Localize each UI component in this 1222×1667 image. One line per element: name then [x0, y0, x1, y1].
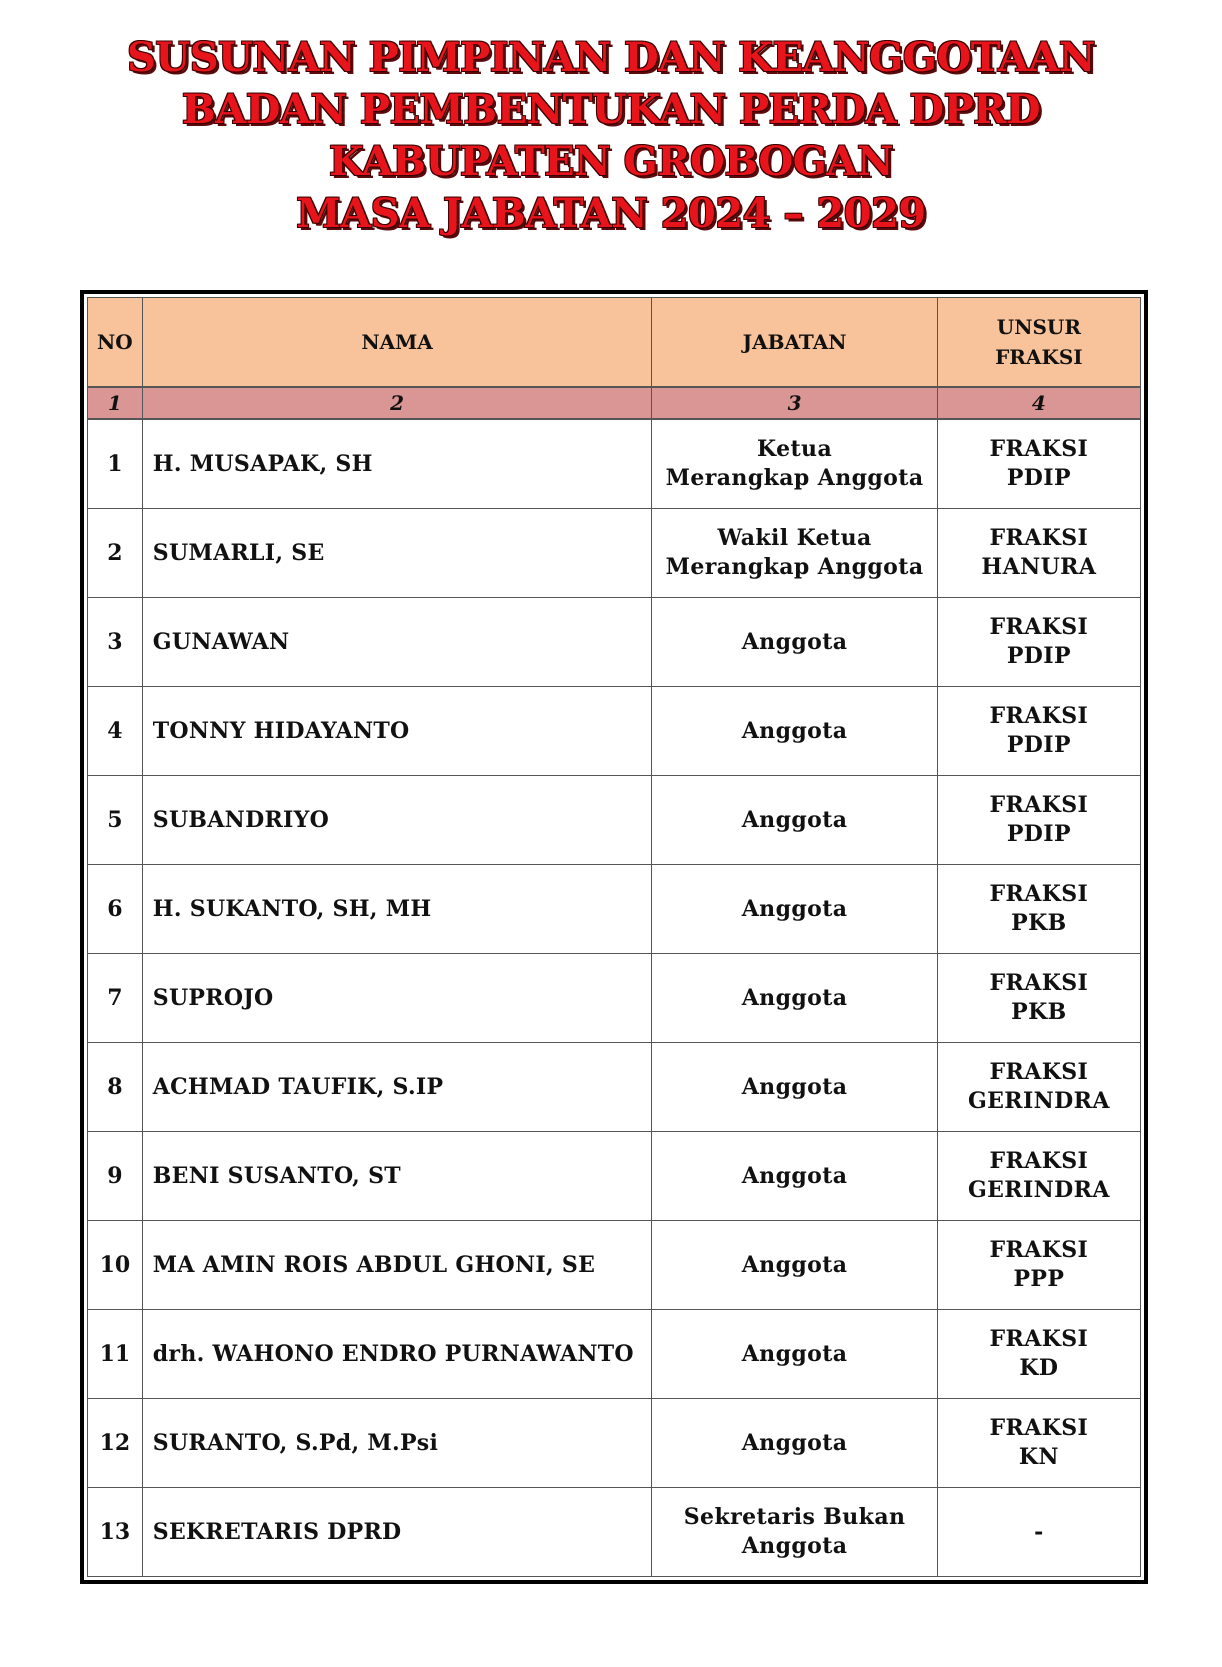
row-number: 8 [88, 1043, 143, 1132]
row-number: 10 [88, 1221, 143, 1310]
faction-line-2: HANURA [981, 554, 1097, 580]
member-faction [937, 687, 1140, 776]
member-name: TONNY HIDAYANTO [142, 687, 652, 776]
table-row [88, 687, 1141, 776]
member-position [652, 1221, 937, 1310]
member-name: SUPROJO [142, 954, 652, 1043]
table-row [88, 954, 1141, 1043]
title-line-3: KABUPATEN GROBOGAN [328, 138, 894, 185]
faction-line-1: FRAKSI [989, 1237, 1089, 1263]
faction-line-1: FRAKSI [989, 881, 1089, 907]
member-faction [937, 1221, 1140, 1310]
member-position [652, 419, 937, 509]
member-name: SEKRETARIS DPRD [142, 1488, 652, 1577]
faction-line-2: KN [1018, 1444, 1059, 1470]
member-position [652, 1488, 937, 1577]
position-line-1: Anggota [741, 717, 848, 744]
member-faction [937, 1488, 1140, 1577]
row-number: 4 [88, 687, 143, 776]
faction-line-1: FRAKSI [989, 970, 1089, 996]
column-number: 3 [652, 387, 937, 419]
faction-line-1: FRAKSI [989, 1148, 1089, 1174]
member-name: SUMARLI, SE [142, 509, 652, 598]
table-row [88, 776, 1141, 865]
title-line-1: SUSUNAN PIMPINAN DAN KEANGGOTAAN [126, 34, 1095, 81]
position-line-1: Anggota [741, 628, 848, 655]
header-fraksi-line-2: FRAKSI [995, 345, 1083, 369]
member-name: ACHMAD TAUFIK, S.IP [142, 1043, 652, 1132]
faction-line-1: FRAKSI [989, 525, 1089, 551]
title-line-2: BADAN PEMBENTUKAN PERDA DPRD [181, 86, 1041, 133]
row-number: 9 [88, 1132, 143, 1221]
member-name: BENI SUSANTO, ST [142, 1132, 652, 1221]
faction-line-1: FRAKSI [989, 436, 1089, 462]
table-header-row [88, 298, 1141, 388]
position-line-2: Merangkap Anggota [665, 554, 924, 580]
member-position [652, 509, 937, 598]
faction-line-1: FRAKSI [989, 614, 1089, 640]
member-name: H. MUSAPAK, SH [142, 419, 652, 509]
faction-line-1: FRAKSI [989, 703, 1089, 729]
row-number: 12 [88, 1399, 143, 1488]
position-line-1: Anggota [741, 1073, 848, 1100]
member-position [652, 1399, 937, 1488]
table-row [88, 1043, 1141, 1132]
row-number: 13 [88, 1488, 143, 1577]
faction-line-2: PDIP [1006, 732, 1071, 758]
header-no: NO [88, 298, 143, 388]
header-fraksi-line-1: UNSUR [996, 315, 1081, 339]
member-name: drh. WAHONO ENDRO PURNAWANTO [142, 1310, 652, 1399]
faction-line-2: PKB [1011, 999, 1067, 1025]
faction-line-1: - [1034, 1518, 1044, 1545]
member-position [652, 1132, 937, 1221]
member-name: SUBANDRIYO [142, 776, 652, 865]
member-position [652, 865, 937, 954]
table-row [88, 1310, 1141, 1399]
row-number: 7 [88, 954, 143, 1043]
member-faction [937, 419, 1140, 509]
position-line-1: Anggota [741, 1162, 848, 1189]
row-number: 6 [88, 865, 143, 954]
member-position [652, 598, 937, 687]
table-row [88, 865, 1141, 954]
faction-line-2: PDIP [1006, 465, 1071, 491]
column-number: 4 [937, 387, 1140, 419]
member-faction [937, 509, 1140, 598]
position-line-1: Anggota [741, 1429, 848, 1456]
faction-line-2: GERINDRA [967, 1088, 1110, 1114]
faction-line-2: PKB [1011, 910, 1067, 936]
faction-line-2: PPP [1013, 1266, 1065, 1292]
faction-line-1: FRAKSI [989, 1326, 1089, 1352]
member-position [652, 687, 937, 776]
position-line-1: Ketua [757, 436, 833, 462]
member-name: GUNAWAN [142, 598, 652, 687]
position-line-1: Anggota [741, 984, 848, 1011]
member-name: SURANTO, S.Pd, M.Psi [142, 1399, 652, 1488]
member-name: MA AMIN ROIS ABDUL GHONI, SE [142, 1221, 652, 1310]
position-line-1: Anggota [741, 895, 848, 922]
member-faction [937, 598, 1140, 687]
faction-line-2: KD [1019, 1355, 1059, 1381]
member-position [652, 776, 937, 865]
table-row [88, 509, 1141, 598]
position-line-1: Wakil Ketua [717, 525, 872, 551]
position-line-1: Anggota [741, 1340, 848, 1367]
member-faction [937, 776, 1140, 865]
table-row [88, 419, 1141, 509]
table-row [88, 1221, 1141, 1310]
member-position [652, 1043, 937, 1132]
faction-line-1: FRAKSI [989, 1059, 1089, 1085]
table-row [88, 598, 1141, 687]
row-number: 3 [88, 598, 143, 687]
position-line-1: Anggota [741, 1251, 848, 1278]
member-faction [937, 1399, 1140, 1488]
column-number-row [88, 387, 1141, 419]
row-number: 1 [88, 419, 143, 509]
table-row [88, 1399, 1141, 1488]
header-nama: NAMA [142, 298, 652, 388]
title-line-4: MASA JABATAN 2024 – 2029 [296, 190, 926, 237]
member-faction [937, 1132, 1140, 1221]
table-row [88, 1488, 1141, 1577]
faction-line-2: PDIP [1006, 643, 1071, 669]
position-line-1: Sekretaris Bukan [683, 1504, 906, 1530]
member-position [652, 954, 937, 1043]
faction-line-1: FRAKSI [989, 1415, 1089, 1441]
faction-line-1: FRAKSI [989, 792, 1089, 818]
member-faction [937, 865, 1140, 954]
member-faction [937, 1310, 1140, 1399]
document-title [0, 32, 1222, 240]
membership-table [87, 297, 1141, 1577]
position-line-2: Anggota [741, 1533, 848, 1559]
header-unsur-fraksi [937, 298, 1140, 388]
column-number: 1 [88, 387, 143, 419]
row-number: 11 [88, 1310, 143, 1399]
position-line-1: Anggota [741, 806, 848, 833]
faction-line-2: PDIP [1006, 821, 1071, 847]
member-name: H. SUKANTO, SH, MH [142, 865, 652, 954]
table-row [88, 1132, 1141, 1221]
header-jabatan: JABATAN [652, 298, 937, 388]
member-faction [937, 954, 1140, 1043]
row-number: 2 [88, 509, 143, 598]
member-position [652, 1310, 937, 1399]
row-number: 5 [88, 776, 143, 865]
member-faction [937, 1043, 1140, 1132]
faction-line-2: GERINDRA [967, 1177, 1110, 1203]
column-number: 2 [142, 387, 652, 419]
position-line-2: Merangkap Anggota [665, 465, 924, 491]
membership-table-frame [80, 290, 1148, 1584]
